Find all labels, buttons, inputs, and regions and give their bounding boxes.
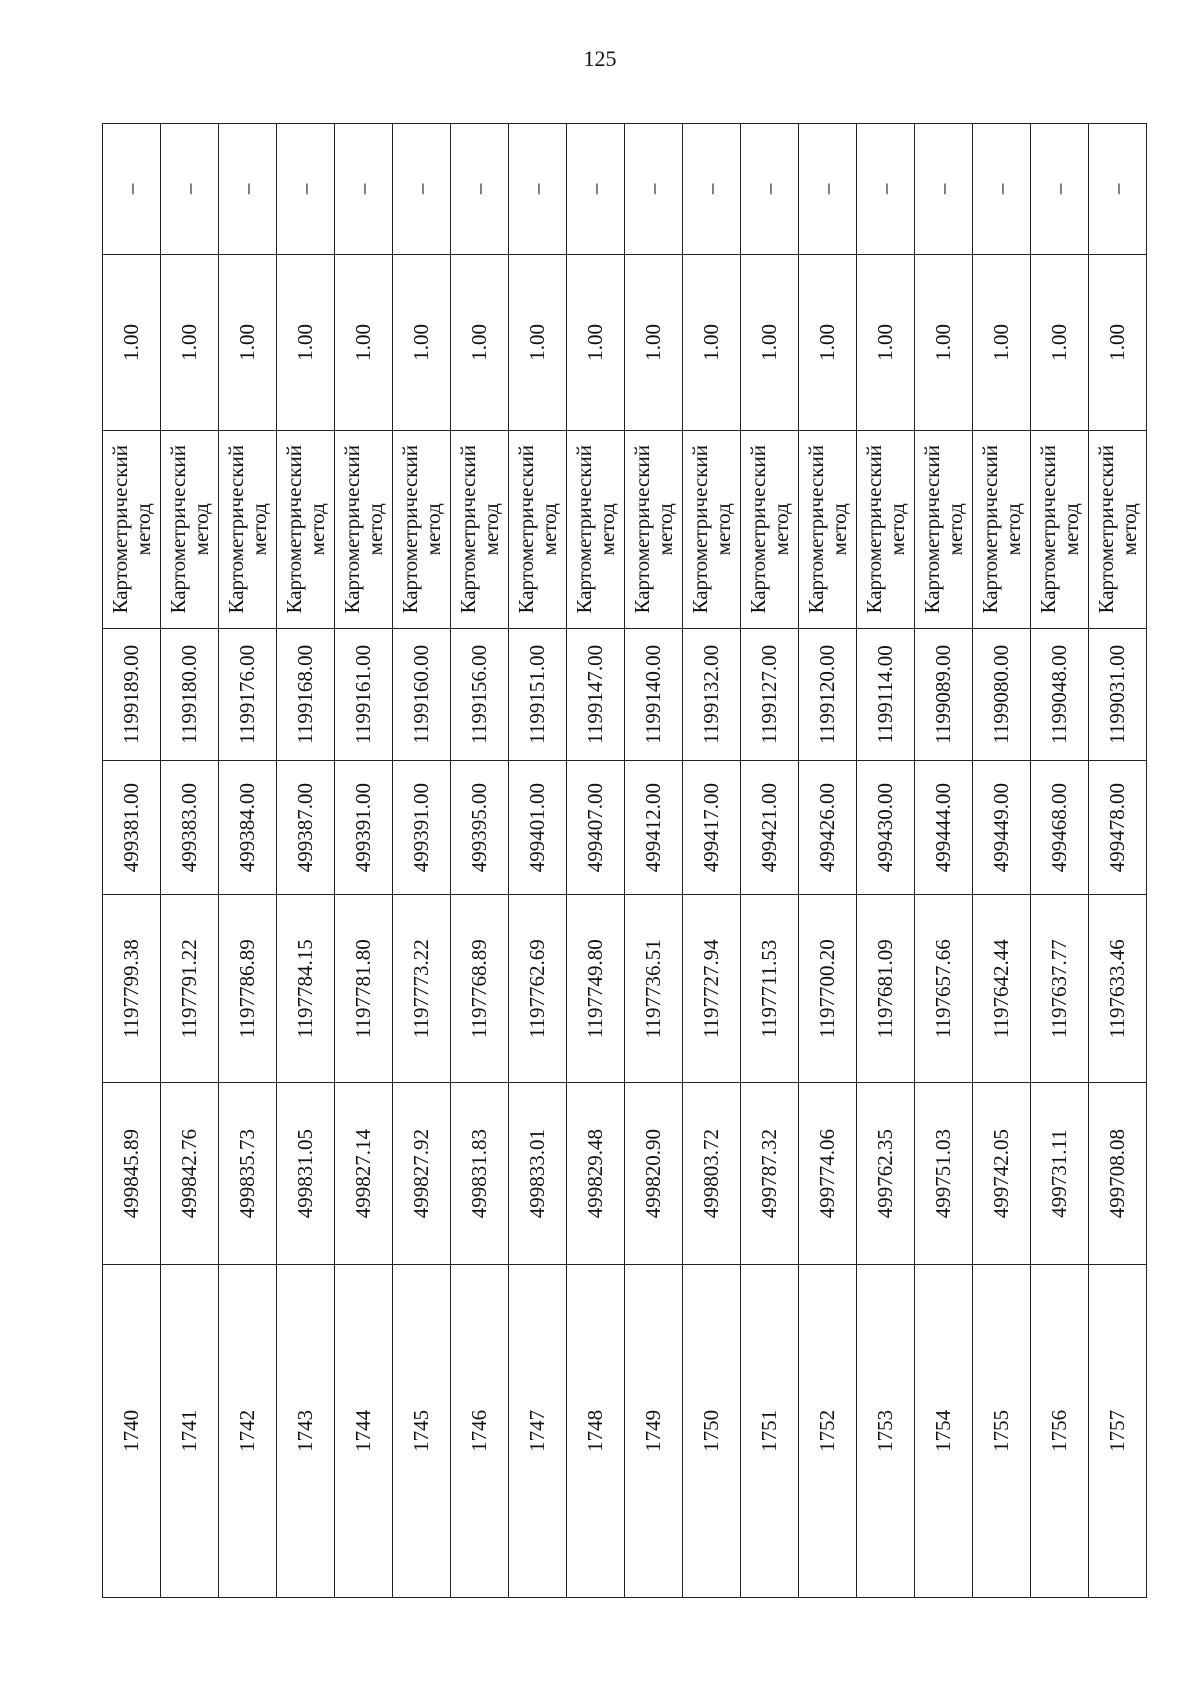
- x2-cell: 499384.00: [219, 761, 277, 895]
- x2-cell: 499468.00: [1031, 761, 1089, 895]
- x1-cell: 499835.73: [219, 1083, 277, 1264]
- accuracy-cell: 1.00: [277, 254, 335, 430]
- method-cell: Картометрический метод: [973, 431, 1031, 629]
- x1-cell: 499827.14: [335, 1083, 393, 1264]
- accuracy-cell: 1.00: [857, 254, 915, 430]
- note-cell: –: [741, 124, 799, 255]
- point-number-cell: 1753: [857, 1264, 915, 1597]
- x2-cell: 499478.00: [1089, 761, 1147, 895]
- method-cell: Картометрический метод: [741, 431, 799, 629]
- table-row: [567, 124, 625, 1598]
- table-body: [103, 124, 1147, 1598]
- method-cell: Картометрический метод: [799, 431, 857, 629]
- x1-cell: 499742.05: [973, 1083, 1031, 1264]
- method-cell: Картометрический метод: [277, 431, 335, 629]
- y2-cell: 1199140.00: [625, 628, 683, 761]
- note-cell: –: [857, 124, 915, 255]
- method-cell: Картометрический метод: [451, 431, 509, 629]
- accuracy-cell: 1.00: [1031, 254, 1089, 430]
- y1-cell: 1197681.09: [857, 894, 915, 1082]
- point-number-cell: 1747: [509, 1264, 567, 1597]
- y2-cell: 1199176.00: [219, 628, 277, 761]
- method-cell: Картометрический метод: [915, 431, 973, 629]
- table-frame: [102, 123, 1141, 1598]
- table-row: [277, 124, 335, 1598]
- x1-cell: 499831.83: [451, 1083, 509, 1264]
- note-cell: –: [161, 124, 219, 255]
- note-cell: –: [625, 124, 683, 255]
- note-cell: –: [973, 124, 1031, 255]
- note-cell: –: [103, 124, 161, 255]
- accuracy-cell: 1.00: [219, 254, 277, 430]
- note-cell: –: [683, 124, 741, 255]
- note-cell: –: [1031, 124, 1089, 255]
- x2-cell: 499383.00: [161, 761, 219, 895]
- note-cell: –: [1089, 124, 1147, 255]
- x1-cell: 499774.06: [799, 1083, 857, 1264]
- point-number-cell: 1751: [741, 1264, 799, 1597]
- accuracy-cell: 1.00: [683, 254, 741, 430]
- x1-cell: 499842.76: [161, 1083, 219, 1264]
- y1-cell: 1197633.46: [1089, 894, 1147, 1082]
- y1-cell: 1197791.22: [161, 894, 219, 1082]
- accuracy-cell: 1.00: [915, 254, 973, 430]
- table-row: [103, 124, 161, 1598]
- point-number-cell: 1749: [625, 1264, 683, 1597]
- method-cell: Картометрический метод: [393, 431, 451, 629]
- method-cell: Картометрический метод: [857, 431, 915, 629]
- accuracy-cell: 1.00: [625, 254, 683, 430]
- table-row: [799, 124, 857, 1598]
- x1-cell: 499803.72: [683, 1083, 741, 1264]
- point-number-cell: 1744: [335, 1264, 393, 1597]
- x1-cell: 499827.92: [393, 1083, 451, 1264]
- point-number-cell: 1756: [1031, 1264, 1089, 1597]
- y2-cell: 1199114.00: [857, 628, 915, 761]
- table-row: [335, 124, 393, 1598]
- method-cell: Картометрический метод: [567, 431, 625, 629]
- point-number-cell: 1740: [103, 1264, 161, 1597]
- x1-cell: 499708.08: [1089, 1083, 1147, 1264]
- point-number-cell: 1754: [915, 1264, 973, 1597]
- accuracy-cell: 1.00: [799, 254, 857, 430]
- x2-cell: 499444.00: [915, 761, 973, 895]
- y1-cell: 1197657.66: [915, 894, 973, 1082]
- method-cell: Картометрический метод: [335, 431, 393, 629]
- y2-cell: 1199161.00: [335, 628, 393, 761]
- x1-cell: 499833.01: [509, 1083, 567, 1264]
- y1-cell: 1197711.53: [741, 894, 799, 1082]
- note-cell: –: [335, 124, 393, 255]
- x2-cell: 499401.00: [509, 761, 567, 895]
- note-cell: –: [277, 124, 335, 255]
- y2-cell: 1199089.00: [915, 628, 973, 761]
- method-cell: Картометрический метод: [219, 431, 277, 629]
- x2-cell: 499391.00: [335, 761, 393, 895]
- method-cell: Картометрический метод: [103, 431, 161, 629]
- y2-cell: 1199180.00: [161, 628, 219, 761]
- y1-cell: 1197768.89: [451, 894, 509, 1082]
- point-number-cell: 1750: [683, 1264, 741, 1597]
- accuracy-cell: 1.00: [393, 254, 451, 430]
- point-number-cell: 1745: [393, 1264, 451, 1597]
- accuracy-cell: 1.00: [509, 254, 567, 430]
- point-number-cell: 1741: [161, 1264, 219, 1597]
- table-row: [741, 124, 799, 1598]
- accuracy-cell: 1.00: [103, 254, 161, 430]
- x2-cell: 499449.00: [973, 761, 1031, 895]
- point-number-cell: 1742: [219, 1264, 277, 1597]
- method-cell: Картометрический метод: [161, 431, 219, 629]
- y2-cell: 1199031.00: [1089, 628, 1147, 761]
- x2-cell: 499417.00: [683, 761, 741, 895]
- table-row: [451, 124, 509, 1598]
- y2-cell: 1199151.00: [509, 628, 567, 761]
- method-cell: Картометрический метод: [509, 431, 567, 629]
- point-number-cell: 1755: [973, 1264, 1031, 1597]
- note-cell: –: [451, 124, 509, 255]
- y1-cell: 1197799.38: [103, 894, 161, 1082]
- y2-cell: 1199127.00: [741, 628, 799, 761]
- method-cell: Картометрический метод: [1031, 431, 1089, 629]
- note-cell: –: [509, 124, 567, 255]
- page-number: 125: [583, 46, 617, 71]
- accuracy-cell: 1.00: [973, 254, 1031, 430]
- y1-cell: 1197700.20: [799, 894, 857, 1082]
- x1-cell: 499845.89: [103, 1083, 161, 1264]
- y2-cell: 1199168.00: [277, 628, 335, 761]
- table-row: [219, 124, 277, 1598]
- x1-cell: 499762.35: [857, 1083, 915, 1264]
- x2-cell: 499426.00: [799, 761, 857, 895]
- y2-cell: 1199132.00: [683, 628, 741, 761]
- note-cell: –: [393, 124, 451, 255]
- point-number-cell: 1746: [451, 1264, 509, 1597]
- y1-cell: 1197727.94: [683, 894, 741, 1082]
- table-row: [857, 124, 915, 1598]
- point-number-cell: 1743: [277, 1264, 335, 1597]
- coordinates-table: [102, 123, 1147, 1598]
- y2-cell: 1199160.00: [393, 628, 451, 761]
- x2-cell: 499407.00: [567, 761, 625, 895]
- method-cell: Картометрический метод: [683, 431, 741, 629]
- table-row: [393, 124, 451, 1598]
- accuracy-cell: 1.00: [567, 254, 625, 430]
- y2-cell: 1199048.00: [1031, 628, 1089, 761]
- y1-cell: 1197736.51: [625, 894, 683, 1082]
- y2-cell: 1199147.00: [567, 628, 625, 761]
- y2-cell: 1199156.00: [451, 628, 509, 761]
- x1-cell: 499751.03: [915, 1083, 973, 1264]
- y1-cell: 1197749.80: [567, 894, 625, 1082]
- method-cell: Картометрический метод: [625, 431, 683, 629]
- y2-cell: 1199120.00: [799, 628, 857, 761]
- y2-cell: 1199080.00: [973, 628, 1031, 761]
- y1-cell: 1197784.15: [277, 894, 335, 1082]
- point-number-cell: 1752: [799, 1264, 857, 1597]
- note-cell: –: [219, 124, 277, 255]
- note-cell: –: [915, 124, 973, 255]
- x1-cell: 499787.32: [741, 1083, 799, 1264]
- y1-cell: 1197762.69: [509, 894, 567, 1082]
- table-row: [683, 124, 741, 1598]
- x2-cell: 499430.00: [857, 761, 915, 895]
- note-cell: –: [799, 124, 857, 255]
- x2-cell: 499391.00: [393, 761, 451, 895]
- y1-cell: 1197781.80: [335, 894, 393, 1082]
- y1-cell: 1197642.44: [973, 894, 1031, 1082]
- accuracy-cell: 1.00: [1089, 254, 1147, 430]
- table-row: [973, 124, 1031, 1598]
- table-row: [1031, 124, 1089, 1598]
- y2-cell: 1199189.00: [103, 628, 161, 761]
- x1-cell: 499831.05: [277, 1083, 335, 1264]
- accuracy-cell: 1.00: [335, 254, 393, 430]
- point-number-cell: 1748: [567, 1264, 625, 1597]
- table-row: [915, 124, 973, 1598]
- accuracy-cell: 1.00: [741, 254, 799, 430]
- table-row: [625, 124, 683, 1598]
- x2-cell: 499381.00: [103, 761, 161, 895]
- y1-cell: 1197786.89: [219, 894, 277, 1082]
- x1-cell: 499820.90: [625, 1083, 683, 1264]
- x2-cell: 499395.00: [451, 761, 509, 895]
- x2-cell: 499412.00: [625, 761, 683, 895]
- table-row: [161, 124, 219, 1598]
- x2-cell: 499421.00: [741, 761, 799, 895]
- note-cell: –: [567, 124, 625, 255]
- method-cell: Картометрический метод: [1089, 431, 1147, 629]
- accuracy-cell: 1.00: [451, 254, 509, 430]
- point-number-cell: 1757: [1089, 1264, 1147, 1597]
- x2-cell: 499387.00: [277, 761, 335, 895]
- y1-cell: 1197637.77: [1031, 894, 1089, 1082]
- table-row: [1089, 124, 1147, 1598]
- x1-cell: 499731.11: [1031, 1083, 1089, 1264]
- table-row: [509, 124, 567, 1598]
- x1-cell: 499829.48: [567, 1083, 625, 1264]
- accuracy-cell: 1.00: [161, 254, 219, 430]
- y1-cell: 1197773.22: [393, 894, 451, 1082]
